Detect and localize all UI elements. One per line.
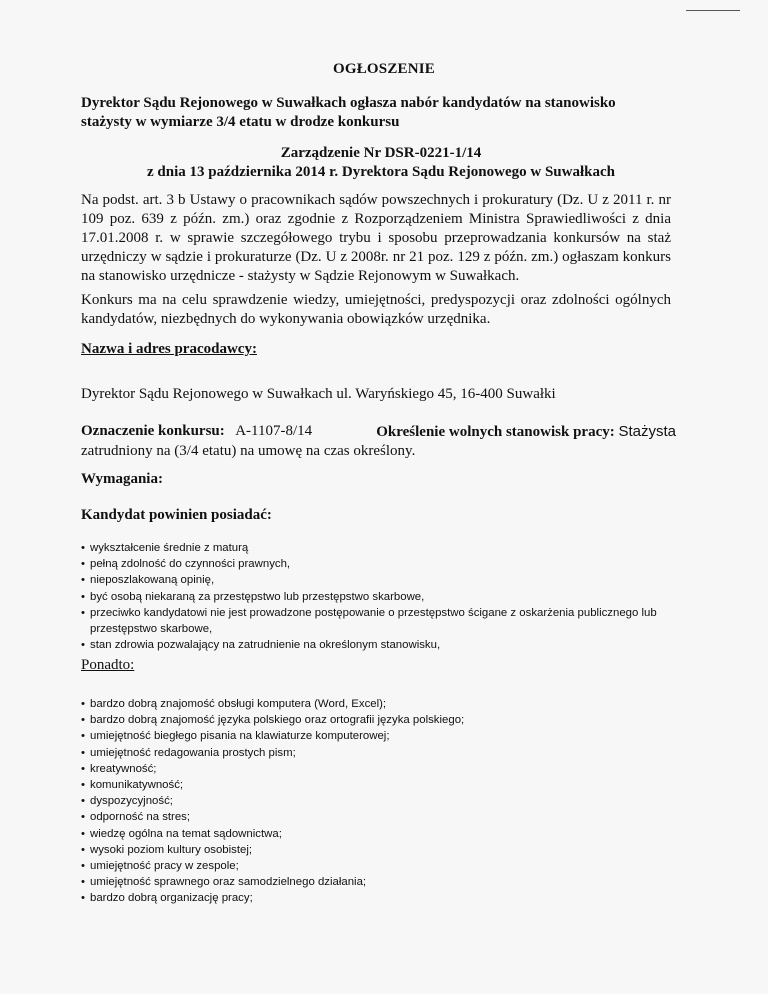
ordinance-number: Zarządzenie Nr DSR-0221-1/14: [280, 145, 482, 161]
list-item: • umiejętność redagowania prostych pism;: [81, 745, 681, 761]
ordinance-date: z dnia 13 października 2014 r. Dyrektora Sądu Rejonowego w Suwałkach: [147, 164, 615, 180]
required-list: [81, 540, 681, 653]
employer-heading: Nazwa i adres pracodawcy:: [81, 341, 257, 357]
list-item: • pełną zdolność do czynności prawnych,: [81, 556, 681, 572]
legal-basis-paragraph: Na podst. art. 3 b Ustawy o pracownikach sądów powszechnych i prokuratury (Dz. U z 2011 r. nr 109 poz. 639 z późn. zm.) oraz zgodnie z Rozporządzeniem Ministra Sprawiedliwości z dnia 17.01.2008 r. w sprawie szczegółowego trybu i sposobu przeprowadzania konkursów na staż urzędniczy w sądzie i prokuraturze (Dz. U z 2008r. nr 21 poz. 129 z późn. zm.) ogłaszam konkurs na stanowisko urzędnicze - stażysty w Sądzie Rejonowym w Suwałkach.: [81, 192, 671, 284]
competition-details: [81, 422, 676, 461]
candidate-heading: Kandydat powinien posiadać:: [81, 507, 272, 523]
list-item: • wykształcenie średnie z maturą: [81, 540, 681, 556]
additional-list-container: [81, 696, 681, 907]
positions-group: [376, 422, 676, 442]
positions-value: Stażysta: [618, 423, 676, 440]
document-title: OGŁOSZENIE: [332, 61, 436, 77]
list-item: • umiejętność biegłego pisania na klawiaturze komputerowej;: [81, 728, 681, 744]
list-item: • nieposzlakowaną opinię,: [81, 572, 681, 588]
competition-line: [81, 422, 676, 442]
list-item: • komunikatywność;: [81, 777, 681, 793]
list-item: • umiejętność sprawnego oraz samodzielnego działania;: [81, 874, 681, 890]
list-item: • stan zdrowia pozwalający na zatrudnienie na określonym stanowisku,: [81, 637, 681, 653]
list-item: • dyspozycyjność;: [81, 793, 681, 809]
purpose-paragraph: Konkurs ma na celu sprawdzenie wiedzy, umiejętności, predyspozycji oraz zdolności ogólnych kandydatów, niezbędnych do wykonywania obowiązków urzędnika.: [81, 292, 671, 327]
intro-heading: Dyrektor Sądu Rejonowego w Suwałkach ogłasza nabór kandydatów na stanowisko stażysty w wymiarze 3/4 etatu w drodze konkursu: [81, 95, 616, 130]
additional-heading: Ponadto:: [81, 657, 135, 673]
competition-value: A-1107-8/14: [235, 423, 313, 439]
requirements-heading: Wymagania:: [81, 471, 163, 487]
list-item: • bardzo dobrą znajomość języka polskiego oraz ortografii języka polskiego;: [81, 712, 681, 728]
required-list-container: [81, 540, 681, 653]
employer-address: Dyrektor Sądu Rejonowego w Suwałkach ul. Waryńskiego 45, 16-400 Suwałki: [81, 386, 556, 402]
additional-list: [81, 696, 681, 907]
list-item: • kreatywność;: [81, 761, 681, 777]
competition-label: Oznaczenie konkursu:: [81, 423, 225, 439]
positions-label: Określenie wolnych stanowisk pracy:: [376, 424, 615, 440]
list-item: • umiejętność pracy w zespole;: [81, 858, 681, 874]
list-item: • być osobą niekaraną za przestępstwo lub przestępstwo skarbowe,: [81, 589, 681, 605]
competition-id-group: [81, 422, 312, 442]
list-item: • przeciwko kandydatowi nie jest prowadzone postępowanie o przestępstwo ścigane z oskarżenia publicznego lub przestępstwo skarbowe,: [81, 605, 681, 637]
list-item: • bardzo dobrą organizację pracy;: [81, 890, 681, 906]
positions-value-continued: zatrudniony na (3/4 etatu) na umowę na czas określony.: [81, 443, 416, 459]
ordinance-block: [81, 144, 681, 182]
list-item: • wysoki poziom kultury osobistej;: [81, 842, 681, 858]
list-item: • bardzo dobrą znajomość obsługi komputera (Word, Excel);: [81, 696, 681, 712]
list-item: • odporność na stres;: [81, 809, 681, 825]
list-item: • wiedzę ogólna na temat sądownictwa;: [81, 826, 681, 842]
